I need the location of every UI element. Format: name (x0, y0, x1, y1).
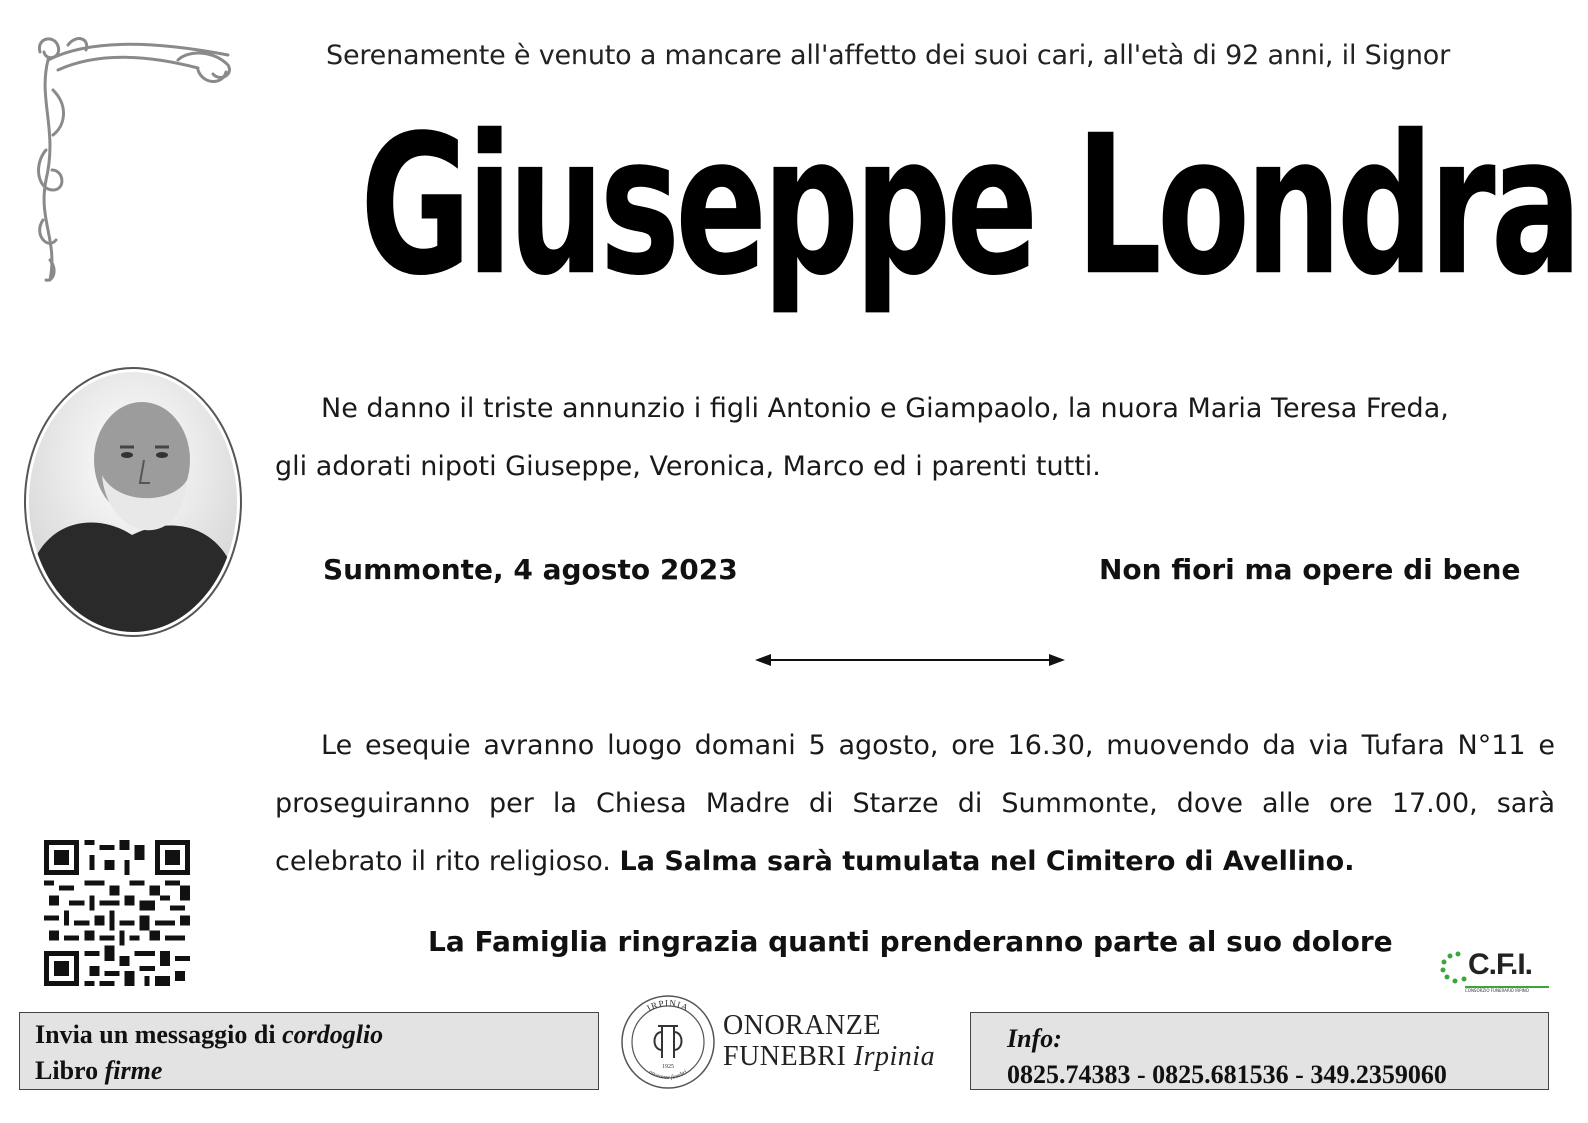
funeral-text: Le esequie avranno luogo domani 5 agosto, ore 16.30, muovendo da via Tufara N°11 e proseguiranno per la Chiesa Madre di Starze di Summonte, dove alle ore 17.00, sarà celebrato il rito religioso. (275, 730, 1555, 877)
seal-year: 1925 (662, 1064, 674, 1070)
cfi-subtext: CONSORZIO FUNERARIO IRPINO (1465, 988, 1529, 993)
info-label: Info: (1007, 1024, 1062, 1053)
logo-line1: ONORANZE (723, 1010, 881, 1041)
intro-text: Serenamente è venuto a mancare all'affetto dei suoi cari, all'età di 92 anni, il Signor (326, 40, 1450, 71)
cfi-text: C.F.I. (1468, 948, 1533, 981)
funeral-home-name (723, 1010, 935, 1072)
thanks-text: La Famiglia ringrazia quanti prenderanno parte al suo dolore (428, 925, 1393, 958)
qr-code-icon[interactable] (44, 840, 190, 986)
funeral-details (275, 717, 1555, 891)
portrait-photo (22, 365, 244, 640)
condolence-link[interactable]: Invia un messaggio di cordoglio (35, 1020, 384, 1049)
double-arrow-icon (755, 650, 1065, 670)
condolence-box[interactable] (19, 1012, 599, 1090)
family-notice-line2: gli adorati nipoti Giuseppe, Veronica, Marco ed i parenti tutti. (275, 451, 1101, 482)
cfi-logo (1440, 948, 1552, 996)
phone-numbers[interactable]: 0825.74383 - 0825.681536 - 349.2359060 (1007, 1060, 1447, 1089)
seal-top-text: IRPINIA (645, 997, 691, 1014)
deceased-name: Giuseppe Londra (360, 94, 1578, 319)
funeral-home-seal-icon (618, 992, 718, 1092)
family-notice-line1: Ne danno il triste annunzio i figli Antonio e Giampaolo, la nuora Maria Teresa Freda, (321, 393, 1449, 424)
place-date: Summonte, 4 agosto 2023 (323, 553, 738, 586)
guestbook-link[interactable]: Libro firme (35, 1056, 163, 1085)
motto: Non fiori ma opere di bene (1099, 553, 1521, 586)
logo-line2: FUNEBRI Irpinia (723, 1041, 936, 1072)
corner-flourish-icon (28, 30, 243, 290)
family-notice (275, 380, 1555, 496)
info-box (970, 1012, 1549, 1090)
seal-bottom-text: onoranze funebri (647, 1069, 689, 1082)
burial-text: La Salma sarà tumulata nel Cimitero di Avellino. (619, 846, 1355, 877)
